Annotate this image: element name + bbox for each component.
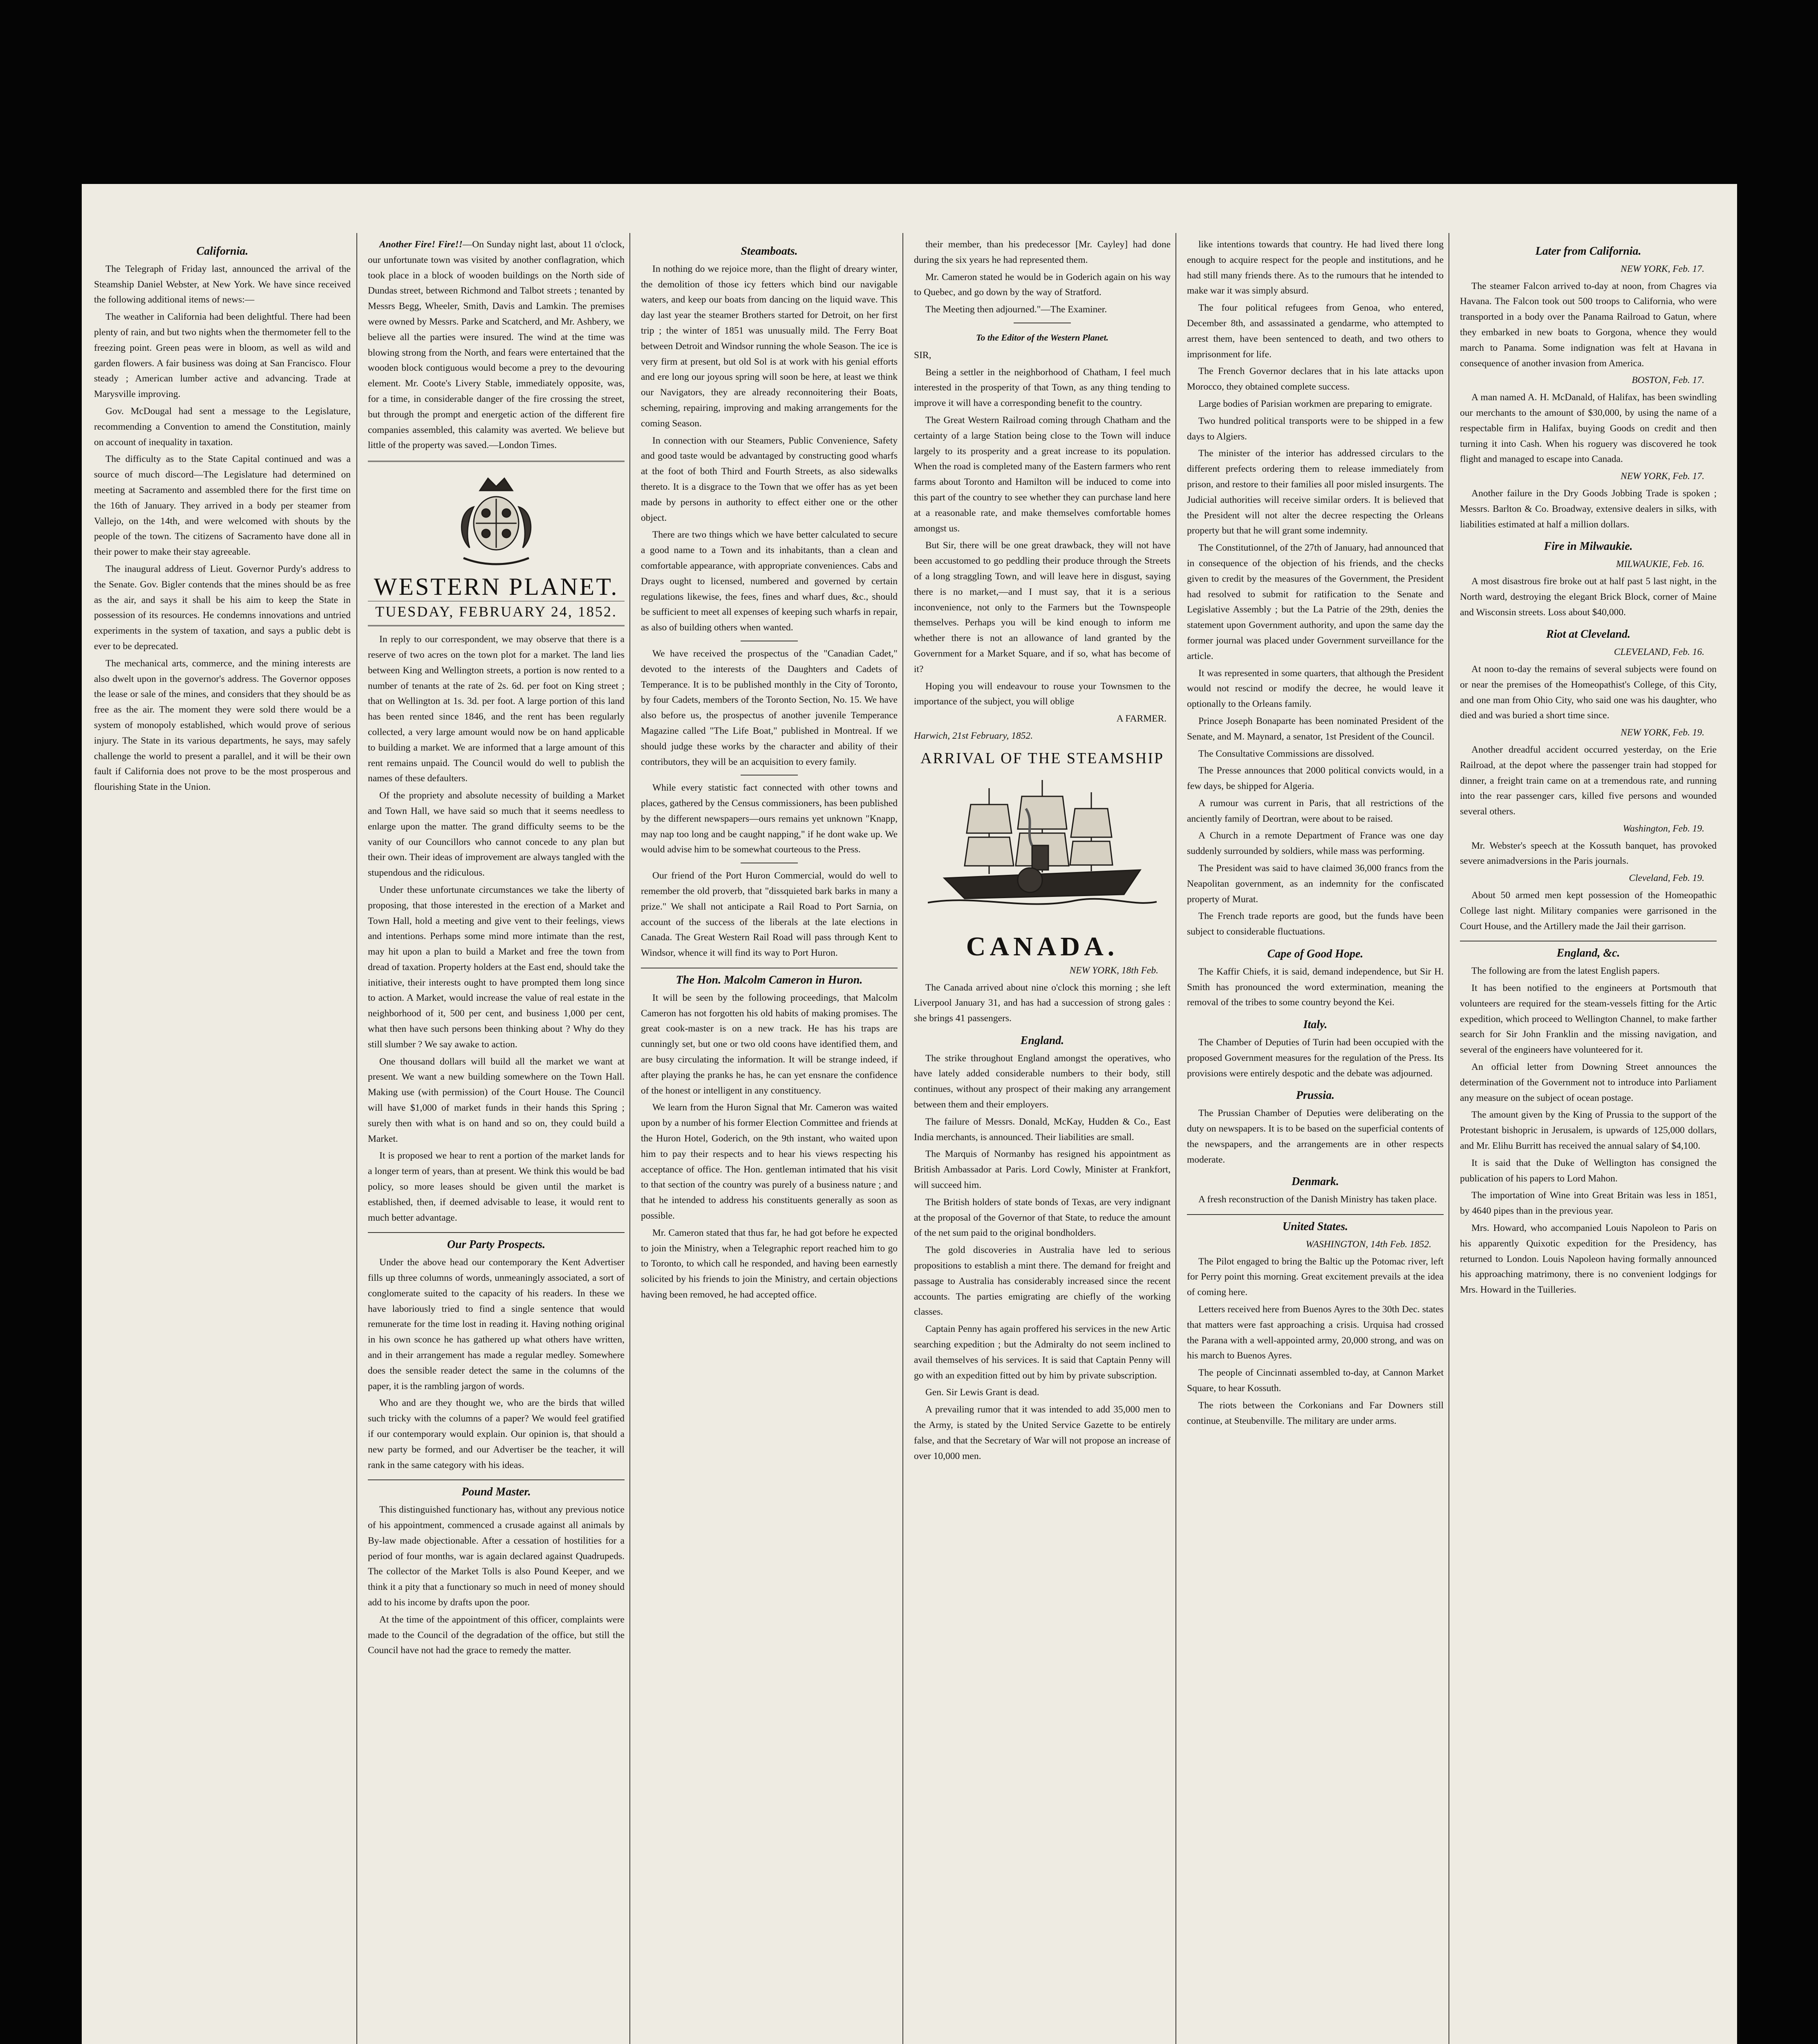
article-paragraph: The gold discoveries in Australia have led to serious propositions to establish a mint there. The demand for freight and passage to Australia has considerably increased since the recent accounts. The parties emigrating are chiefly of the working classes. — [914, 1245, 1171, 1318]
article-paragraph: Mrs. Howard, who accompanied Louis Napoleon to Paris on his apparently Quixotic expedition for the Presidency, has returned to London. Louis Napoleon having formally announced his approaching matrimony, there is no convenient lodgings for Mrs. Howard in the Tuilleries. — [1460, 1223, 1717, 1295]
column-rule — [1175, 233, 1176, 2044]
article-paragraph: A Church in a remote Department of France was one day suddenly surrounded by soldiers, while mass was performing. — [1187, 830, 1444, 857]
article-paragraph: The Constitutionnel, of the 27th of January, had announced that in consequence of the objection of his friends, and the checks given to credit by the measures of the Government, the President had resolved to submit for ratification to the Senate and Legislative Assembly ; but the La Patrie of the 29th, denies the statement upon Government authority, and upon the same day the former journal was placed under Government surveillance for the article. — [1187, 542, 1444, 661]
article-heading: The Hon. Malcolm Cameron in Huron. — [641, 968, 898, 988]
article-paragraph: Under the above head our contemporary the Kent Advertiser fills up three columns of words, unmeaningly associated, a sort of conglomerate suited to the capacity of his readers. In these we have laboriously tried to find a single sentence that would remunerate for the time lost in reading it. Having nothing original in his own sconce he has gathered up what others have written, and in their arrangement has made a regular medley. Somewhere does the sensible reader detect the same in the columns of the paper, it is the rambling jargon of words. — [368, 1257, 625, 1392]
article-paragraph: Captain Penny has again proffered his services in the new Artic searching expedition ; but the Admiralty do not seem inclined to avail themselves of his services. It is said that Captain Penny will go with an expedition fitted out by him by private subscription. — [914, 1324, 1171, 1381]
paper-name: WESTERN PLANET. — [374, 573, 619, 601]
article-paragraph: At the time of the appointment of this officer, complaints were made to the Council of the degradation of the office, but still the Council have not had the grace to remedy the matter. — [368, 1614, 625, 1656]
article-paragraph: Gen. Sir Lewis Grant is dead. — [925, 1387, 1039, 1398]
royal-crest-icon — [447, 466, 545, 572]
article-paragraph: The amount given by the King of Prussia to the support of the Protestant bishopric in Jerusalem, is upwards of 125,000 dollars, and Mr. Elihu Burritt has received the annual salary of $4,100. — [1460, 1109, 1717, 1152]
article-heading: United States. — [1187, 1214, 1444, 1235]
dateline: NEW YORK, Feb. 17. — [1621, 263, 1704, 274]
article-paragraph: The Kaffir Chiefs, it is said, demand independence, but Sir H. Smith has pronounced the word extermination, meaning the removal of the tribes to some country beyond the Kei. — [1187, 966, 1444, 1008]
masthead — [368, 461, 625, 626]
article-heading: Italy. — [1303, 1018, 1328, 1031]
editorial-paragraph: Of the propriety and absolute necessity of building a Market and Town Hall, we have said so much that it seems needless to enlarge upon the matter. The grand difficulty seems to be the vanity of our Councillors who cannot concede to any plan but their own. Their ideas of improvement are always tangled with the stupendous and the ridiculous. — [368, 790, 625, 879]
article-paragraph: The Meeting then adjourned."—The Examiner. — [925, 304, 1107, 315]
article-paragraph: Two hundred political transports were to be shipped in a few days to Algiers. — [1187, 415, 1444, 442]
article-paragraph: In connection with our Steamers, Public Convenience, Safety and good taste would be advantaged by constructing good wharfs at the foot of both Third and Fourth Streets, as also sidewalks thereto. It is a disgrace to the Town that we offer has as yet been made by persons in authority to effect either one or the other object. — [641, 435, 898, 523]
fire-article — [368, 237, 625, 453]
article-paragraph: The French trade reports are good, but the funds have been subject to considerable fluctuations. — [1187, 911, 1444, 937]
column-rule — [629, 233, 630, 2044]
dateline: BOSTON, Feb. 17. — [1632, 375, 1704, 386]
article-heading: England, &c. — [1460, 941, 1717, 961]
dateline: WASHINGTON, 14th Feb. 1852. — [1305, 1239, 1431, 1250]
article-heading: Cape of Good Hope. — [1267, 948, 1364, 961]
article-paragraph: Gov. McDougal had sent a message to the Legislature, recommending a Convention to amend the Constitution, mainly on account of inequality in taxation. — [94, 406, 351, 448]
column-4 — [914, 237, 1171, 2044]
article-paragraph: Another dreadful accident occurred yesterday, on the Erie Railroad, at the depot where the passenger train had stopped for dinner, a freight train came on at a tremendous rate, and running into the rear passenger cars, killed five persons and wounded several others. — [1460, 744, 1717, 817]
column-1 — [94, 237, 351, 2044]
editorial-paragraph: Under these unfortunate circumstances we take the liberty of proposing, that those interested in the erection of a Market and Town Hall, hold a meeting and give vent to their feelings, views and intentions. Perhaps some mind more intimate than the rest, may hit upon a plan to build a Market and free the town from dread of taxation. Property holders at the East end, should take the initiative, their interests ought to have prompted them long since to action. A Market, would increase the value of real estate in the neighborhood of it, 500 per cent, and business 1,000 per cent, what then have such persons been thinking about ? Why do they still slumber ? We say awake to action. — [368, 884, 625, 1050]
letter-address: To the Editor of the Western Planet. — [976, 332, 1109, 343]
column-5 — [1187, 237, 1444, 2044]
ship-name: CANADA. — [966, 931, 1119, 961]
article-paragraph: A fresh reconstruction of the Danish Ministry has taken place. — [1198, 1194, 1437, 1205]
letter-paragraph: But Sir, there will be one great drawback, they will not have been accustomed to go peddling their produce through the Streets of a long straggling Town, and will leave here in disgust, saying there is no market,—and I must say, that it is a serious inconvenience, not only to the Farmers but the Townspeople themselves. Perhaps you will be kind enough to inform me whether there is not an allowance of land granted by the Government for a Market Square, and if so, what has become of it? — [914, 540, 1171, 675]
article-paragraph: A man named A. H. McDanald, of Halifax, has been swindling our merchants to the amount of $30,000, by using the name of a respectable firm in Halifax, buying Goods on credit and then turning it into Cash. When his roguery was discovered he took flight and managed to escape into Canada. — [1460, 392, 1717, 465]
article-paragraph: Our friend of the Port Huron Commercial, would do well to remember the old proverb, that "dissquieted bark barks in many a prize." We shall not anticipate a Rail Road to Port Sarnia, on account of the success of the liberals at the late elections in Canada. The Great Western Rail Road will pass through Kent to Windsor, whence it will find its way to Port Huron. — [641, 870, 898, 959]
article-paragraph: The inaugural address of Lieut. Governor Purdy's address to the Senate. Gov. Bigler contends that the mines should be as free as the air, and says it shall be his aim to keep the State in possession of its resources. He condemns innovations and untried experiments in the system of taxation, and says a public debt is ever to be deprecated. — [94, 563, 351, 652]
newspaper-page — [82, 184, 1737, 2044]
article-paragraph: This distinguished functionary has, without any previous notice of his appointment, commenced a crusade against all animals by By-law made objectionable. After a cessation of hostilities for a period of four months, war is again declared against Quadrupeds. The collector of the Market Tolls is also Pound Keeper, and we think it a pity that a functionary so much in need of money should add to his income by drafts upon the poor. — [368, 1504, 625, 1608]
article-heading: Later from California. — [1535, 245, 1641, 258]
arrival-banner — [914, 748, 1171, 963]
column-3 — [641, 237, 898, 2044]
column-2 — [368, 237, 625, 2044]
article-paragraph: Letters received here from Buenos Ayres to the 30th Dec. states that matters were fast approaching a crisis. Urquisa had crossed the Parana with a well-appointed army, 20,000 strong, and was on his march to Buenos Ayres. — [1187, 1304, 1444, 1361]
article-paragraph: While every statistic fact connected with other towns and places, gathered by the Census commissioners, has been published by the different newspapers—ours remains yet unknown "Knapp, may nap too long and be caught napping," if he dont wake up. We would advise him to be somewhat courteous to the Press. — [641, 782, 898, 855]
article-paragraph: The riots between the Corkonians and Far Downers still continue, at Steubenville. The military are under arms. — [1187, 1400, 1444, 1426]
article-paragraph: A prevailing rumor that it was intended to add 35,000 men to the Army, is stated by the United Service Gazette to be entirely false, and that the Secretary of War will not propose an increase of over 10,000 men. — [914, 1404, 1171, 1461]
article-paragraph: like intentions towards that country. He had lived there long enough to acquire respect for the people and institutions, and he had still many friends there. As to the rumours that he intended to make war it was simply absurd. — [1187, 239, 1444, 296]
article-paragraph: The French Governor declares that in his late attacks upon Morocco, they obtained complete success. — [1187, 366, 1444, 392]
article-paragraph: Large bodies of Parisian workmen are preparing to emigrate. — [1198, 398, 1432, 409]
article-paragraph: The steamer Falcon arrived to-day at noon, from Chagres via Havana. The Falcon took out 500 troops to California, who were transported in a body over the Panama Railroad to Gatun, where they embarked in new boats to Gorgona, whence they would march to Panama. Some indignation was felt at Havana in consequence of another invasion from America. — [1460, 280, 1717, 369]
article-paragraph: It is said that the Duke of Wellington has consigned the publication of his papers to Lord Mahon. — [1460, 1157, 1717, 1184]
article-paragraph: The difficulty as to the State Capital continued and was a source of much discord—The Legislature had determined on meeting at Sacramento and assembled there for the first time on the 16th of January. They arrived in a body per steamer from Vallejo, on the 14th, and were welcomed with shouts by the people of the town. The citizens of Sacramento have done all in their power to make their stay agreeable. — [94, 454, 351, 558]
letter-paragraph: Being a settler in the neighborhood of Chatham, I feel much interested in the prosperity of that Town, as any thing tending to improve it will have a corresponding benefit to the country. — [914, 367, 1171, 409]
article-paragraph: Mr. Webster's speech at the Kossuth banquet, has provoked severe animadversions in the Paris journals. — [1460, 840, 1717, 867]
arrival-title: ARRIVAL OF THE STEAMSHIP — [920, 749, 1164, 767]
letter-paragraph: Hoping you will endeavour to rouse your Townsmen to the importance of the subject, you will oblige — [914, 681, 1171, 707]
article-paragraph: The minister of the interior has addressed circulars to the different prefects ordering them to release immediately from prison, and restore to their families all poor misled insurgents. The Judicial authorities will receive similar orders. It is believed that the President will not alter the decree respecting the Orleans property but that he will grant some indemnity. — [1187, 448, 1444, 536]
article-paragraph: An official letter from Downing Street announces the determination of the Government not to introduce into Parliament any measure on the subject of ocean postage. — [1460, 1062, 1717, 1103]
article-heading: Pound Master. — [368, 1479, 625, 1500]
article-paragraph: Who and are they thought we, who are the birds that willed such tricky with the columns of a paper? We would feel gratified if our contemporary would explain. Our opinion is, that should a new party be formed, and our Advertiser be the teacher, it will rank in the same category with his ideas. — [368, 1398, 625, 1470]
article-heading: Steamboats. — [741, 245, 798, 258]
article-paragraph: In nothing do we rejoice more, than the flight of dreary winter, the demolition of those icy fetters which bind our navigable waters, and keep our boats from dancing on the liquid wave. This day last year the steamer Brothers started for Detroit, on her first trip ; the winter of 1851 was unusually mild. The Ferry Boat between Detroit and Windsor running the whole Season. The ice is very firm at present, but old Sol is at work with his genial efforts and ere long our joyous spring will soon be here, at least we think our Navigators, they are already reconnoitering their Boats, scheming, repairing, improving and making arrangements for the coming Season. — [641, 263, 898, 429]
article-paragraph: The people of Cincinnati assembled to-day, at Cannon Market Square, to hear Kossuth. — [1187, 1367, 1444, 1394]
article-paragraph: It has been notified to the engineers at Portsmouth that volunteers are required for the steam-vessels fitting for the Artic expedition, which proceed to Wellington Channel, to make farther search for Sir John Franklin and the missing navigation, and several of the engineers have volunteered for it. — [1460, 983, 1717, 1056]
dateline: CLEVELAND, Feb. 16. — [1614, 647, 1704, 658]
column-6 — [1460, 237, 1717, 2044]
dateline: NEW YORK, Feb. 17. — [1621, 471, 1704, 482]
article-heading: Prussia. — [1296, 1089, 1335, 1102]
article-heading: California. — [196, 245, 249, 258]
dateline: MILWAUKIE, Feb. 16. — [1616, 559, 1704, 570]
article-paragraph: The Chamber of Deputies of Turin had been occupied with the proposed Government measures for the regulation of the Press. Its provisions were entirely despotic and the debate was adjourned. — [1187, 1037, 1444, 1079]
article-paragraph: It will be seen by the following proceedings, that Malcolm Cameron has not forgotten his old habits of making promises. The great cook-master is on a new track. He has his traps are cunningly set, but one or two old coons have identified them, and are busy circulating the information. It will be strange indeed, if after playing the pranks he has, he can yet ensnare the confidence of the honest or intelligent in any constituency. — [641, 992, 898, 1096]
dateline: NEW YORK, Feb. 19. — [1621, 727, 1704, 738]
article-paragraph: The mechanical arts, commerce, and the mining interests are also dwelt upon in the governor's address. The Governor opposes the lease or sale of the mines, and considers that they should be as free as the air. The moment they were sold there would be a system of monopoly established, which would prove of serious injury. The State in its various departments, he says, may safely challenge the world to present a parallel, and it will be their own fault if California does not prove to be the most prosperous and flourishing State in the Union. — [94, 658, 351, 793]
article-paragraph: The Marquis of Normanby has resigned his appointment as British Ambassador at Paris. Lord Cowly, Minister at Frankfort, will succeed him. — [914, 1149, 1171, 1191]
article-paragraph: Prince Joseph Bonaparte has been nominated President of the Senate, and M. Maynard, a senator, 1st President of the Council. — [1187, 715, 1444, 742]
article-paragraph: The following are from the latest English papers. — [1471, 966, 1660, 977]
article-paragraph: We have received the prospectus of the "Canadian Cadet," devoted to the interests of the Daughters and Cadets of Temperance. It is to be published monthly in the City of Toronto, by four Cadets, members of the Toronto Section, No. 15. We have also before us, the prospectus of another juvenile Temperance Magazine called "The Life Boat," published in Montreal. If we should judge these works by the character and ability of their contributors, they will be an acquisition to every family. — [641, 648, 898, 767]
article-paragraph: We learn from the Huron Signal that Mr. Cameron was waited upon by a number of his former Election Committee and friends at the Huron Hotel, Goderich, on the 9th instant, who waited upon him to pay their respects and to hear his views respecting his acceptance of office. The Hon. gentleman intimated that his visit to that section of the country was purely of a business nature ; and that he intended to address his constituents generally as soon as possible. — [641, 1102, 898, 1221]
article-heading: Riot at Cleveland. — [1546, 628, 1631, 641]
dateline: NEW YORK, 18th Feb. — [1069, 965, 1158, 976]
article-paragraph: At noon to-day the remains of several subjects were found on or near the premises of the Homeopathist's College, of this City, and one man from Ohio City, who said one was his daughter, who died and was buried a short time since. — [1460, 663, 1717, 721]
article-paragraph: Another failure in the Dry Goods Jobbing Trade is spoken ; Messrs. Barlton & Co. Broadway, extensive dealers in silks, with liabilities estimated at half a million dollars. — [1460, 488, 1717, 530]
dateline: Washington, Feb. 19. — [1623, 823, 1704, 834]
article-paragraph: A rumour was current in Paris, that all restrictions of the anciently family of Deortran, were about to be raised. — [1187, 798, 1444, 824]
editorial-paragraph: In reply to our correspondent, we may observe that there is a reserve of two acres on the town plot for a market. The land lies between King and Wellington streets, a portion is now rented to a number of tenants at the rate of 2s. 6d. per foot on King street ; that on Wellington at 1s. 3d. per foot. A large portion of this land has been rented since 1846, and the rent has been regularly collected, a very large amount would now be on hand applicable to building a market. We are informed that a large amount of this rent remains unpaid. The Council would do well to publish the names of these defaulters. — [368, 634, 625, 784]
editorial-paragraph: It is proposed we hear to rent a portion of the market lands for a longer term of years, than at present. We think this would be bad policy, so more leases should be given until the market is established, then, if deemed advisable to lease, it would rent to much better advantage. — [368, 1150, 625, 1223]
article-paragraph: The Consultative Commissions are dissolved. — [1198, 748, 1375, 759]
article-paragraph: The President was said to have claimed 36,000 francs from the Neapolitan government, as an indemnity for the confiscated property of Murat. — [1187, 863, 1444, 905]
article-paragraph: The Telegraph of Friday last, announced the arrival of the Steamship Daniel Webster, at New York. We have since received the following additional items of news:— — [94, 263, 351, 305]
article-paragraph: About 50 armed men kept possession of the Homeopathic College last night. Military companies were garrisoned in the Court House, and the Artillery made the Jail their garrison. — [1460, 890, 1717, 932]
article-paragraph: There are two things which we have better calculated to secure a good name to a Town and its inhabitants, than a clean and comfortable appearance, with appropriate conveniences. Cabs and Drays ought to licensed, numbered and governed by certain regulations likewise, the fees, fines and wharf dues, &c., should be sufficient to meet all expenses of keeping such wharfs in repair, as also of building others when wanted. — [641, 529, 898, 633]
editorial-paragraph: One thousand dollars will build all the market we want at present. We want a new building somewhere on the Town Hall. Making use (with permission) of the Court House. The Council will have $1,000 of market funds in their hands this Spring ; surely then with what is on hand and so on, they could build a Market. — [368, 1056, 625, 1144]
letter-signature: A FARMER. — [1116, 713, 1166, 724]
article-paragraph: A most disastrous fire broke out at half past 5 last night, in the North ward, destroying the elegant Brick Block, corner of Maine and Wisconsin streets. Loss about $40,000. — [1460, 576, 1717, 618]
dateline: Cleveland, Feb. 19. — [1629, 873, 1704, 884]
letter-salutation: SIR, — [914, 350, 931, 361]
fire-text: —On Sunday night last, about 11 o'clock, our unfortunate town was visited by another conflagration, which took place in a block of wooden buildings on the North side of Dundas street, between Richmond and Talbot streets ; tenanted by Messrs Begg, Wheeler, Smith, Davis and Lamkin. The premises were owned by Messrs. Parke and Scatcherd, and Mr. Ashbery, we believe all the parties were insured. The wind at the time was blowing strong from the North, and fears were entertained that the wooden block contiguous would become a prey to the devouring element. Mr. Coote's Livery Stable, immediately opposite, was, for a time, in considerable danger of the fire crossing the street, but through the prompt and energetic action of the different fire companies assembled, this calamity was averted. We believe but little of the property was saved.—London Times. — [368, 239, 625, 451]
letter-paragraph: The Great Western Railroad coming through Chatham and the certainty of a large Station being close to the Town will induce largely to its prosperity and a great increase to its population. When the road is completed many of the Eastern farmers who rent farms about Toronto and Hamilton will be induced to come into this part of the country to see whether they can purchase land here at a reasonable rate, and make themselves comfortable homes amongst us. — [914, 415, 1171, 534]
column-rule — [902, 233, 903, 2044]
article-paragraph: Mr. Cameron stated that thus far, he had got before he expected to join the Ministry, when a Telegraphic report reached him to go to Toronto, to which call he responded, and having been earnestly solicited by his friends to join the Ministry, and certain objections having been removed, he had accepted office. — [641, 1227, 898, 1300]
fire-heading: Another Fire! Fire!! — [379, 239, 463, 250]
letter-place: Harwich, 21st February, 1852. — [914, 730, 1033, 741]
article-heading: England. — [1020, 1034, 1064, 1047]
article-paragraph: The Canada arrived about nine o'clock this morning ; she left Liverpool January 31, and has had a succession of strong gales : she brings 41 passengers. — [914, 982, 1171, 1024]
article-paragraph: The four political refugees from Genoa, who entered, December 8th, and assassinated a gendarme, who attempted to arrest them, have been sentenced to death, and two others to imprisonment for life. — [1187, 303, 1444, 360]
article-paragraph: The importation of Wine into Great Britain was less in 1851, by 4640 pipes than in the previous year. — [1460, 1190, 1717, 1217]
article-paragraph: The Prussian Chamber of Deputies were deliberating on the duty on newspapers. It is to be based on the superficial contents of the newspapers, and the arrangements are in other respects moderate. — [1187, 1108, 1444, 1165]
article-heading: Our Party Prospects. — [368, 1232, 625, 1253]
article-paragraph: Mr. Cameron stated he would be in Goderich again on his way to Quebec, and go down by the way of Stratford. — [914, 271, 1171, 298]
article-heading: Fire in Milwaukie. — [1544, 540, 1633, 553]
article-paragraph: The strike throughout England amongst the operatives, who have lately added considerable numbers to their body, still continues, without any prospect of their making any arrangement between them and their employers. — [914, 1053, 1171, 1110]
article-paragraph: The Pilot engaged to bring the Baltic up the Potomac river, left for Perry point this morning. Great excitement prevails at the idea of coming here. — [1187, 1256, 1444, 1298]
column-rule — [356, 233, 357, 2044]
article-paragraph: their member, than his predecessor [Mr. Cayley] had done during the six years he had represented them. — [914, 239, 1171, 265]
steamship-icon — [928, 772, 1157, 927]
article-paragraph: It was represented in some quarters, that although the President would not rescind or modify the decree, he would leave it optionally to the Orleans family. — [1187, 668, 1444, 710]
article-heading: Denmark. — [1292, 1175, 1339, 1188]
article-paragraph: The weather in California had been delightful. There had been plenty of rain, and but two nights when the thermometer fell to the freezing point. Green peas were in bloom, as well as wild and garden flowers. A fair business was doing at San Francisco. Flour steady ; American lumber active and advancing. Trade at Marysville improving. — [94, 312, 351, 400]
article-paragraph: The failure of Messrs. Donald, McKay, Hudden & Co., East India merchants, is announced. Their liabilities are small. — [914, 1116, 1171, 1143]
article-paragraph: The British holders of state bonds of Texas, are very indignant at the proposal of the Governor of that State, to reduce the amount of the net sum paid to the original bondholders. — [914, 1197, 1171, 1239]
issue-date: TUESDAY, FEBRUARY 24, 1852. — [368, 601, 625, 622]
article-paragraph: The Presse announces that 2000 political convicts would, in a few days, be shipped for Algeria. — [1187, 765, 1444, 792]
